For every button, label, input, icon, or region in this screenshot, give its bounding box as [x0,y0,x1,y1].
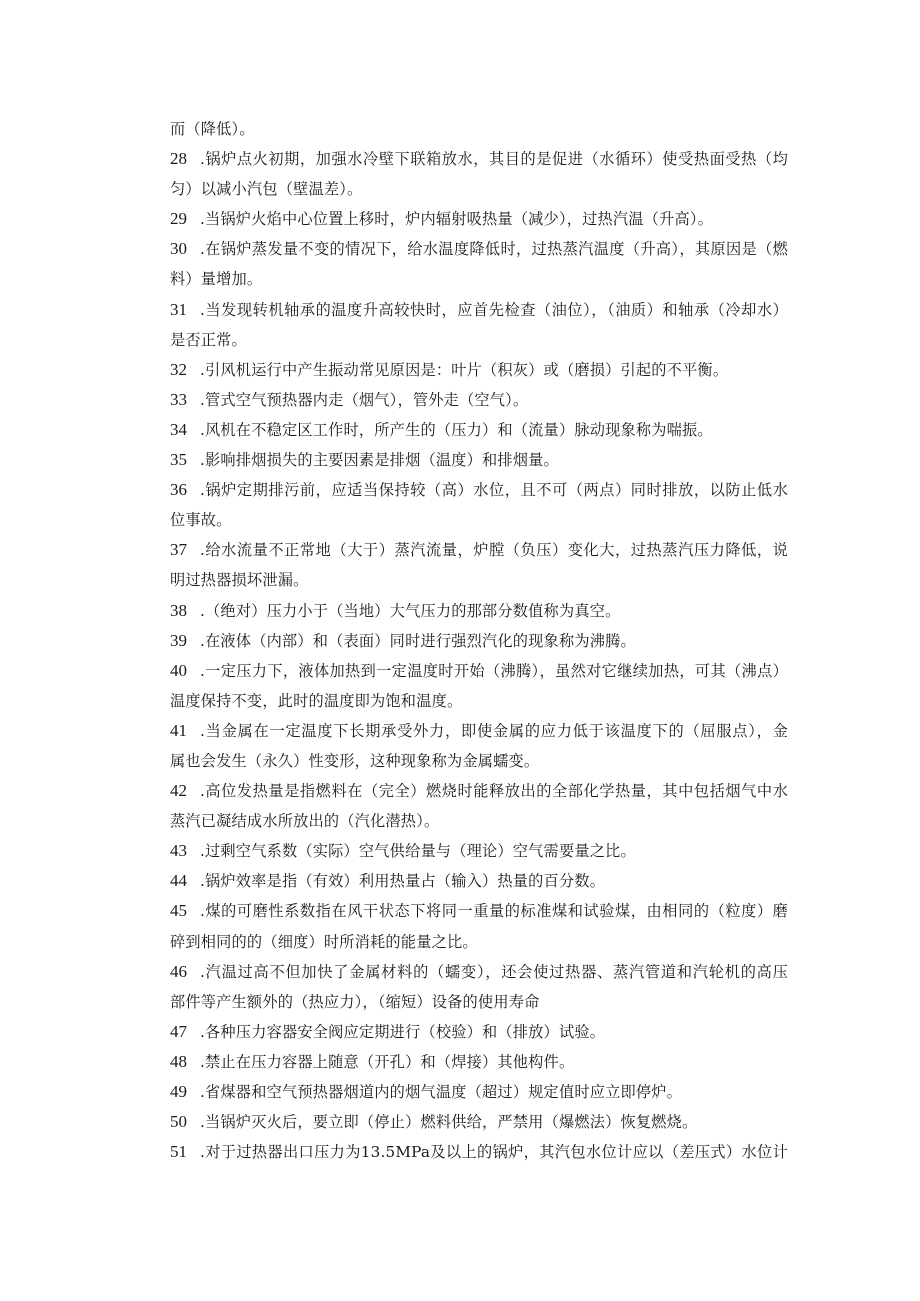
question-number: 42 [170,781,187,801]
line-text: .当金属在一定温度下长期承受外力，即使金属的应力低于该温度下的（屈服点），金 [200,721,788,740]
line-text: 明过热器损坏泄漏。 [170,571,309,590]
line-text: 是否正常。 [170,330,247,349]
line-text: .一定压力下，液体加热到一定温度时开始（沸腾），虽然对它继续加热，可其（沸点） [200,661,788,680]
question-number: 50 [170,1112,187,1132]
line-text: .对于过热器出口压力为13.5MPa及以上的锅炉，其汽包水位计应以（差压式）水位计 [200,1143,788,1162]
question-line-43 [170,836,788,866]
line-text: 部件等产生额外的（热应力），（缩短）设备的使用寿命 [170,992,540,1011]
line-text: .引风机运行中产生振动常见原因是：叶片（积灰）或（磨损）引起的不平衡。 [200,360,729,379]
question-number: 34 [170,419,187,439]
question-number: 38 [170,600,187,620]
continuation-line [170,686,788,716]
line-text: .锅炉点火初期，加强水冷壁下联箱放水，其目的是促进（水循环）使受热面受热（均 [200,150,788,169]
question-line-28 [170,144,788,174]
line-text: .禁止在压力容器上随意（开孔）和（焊接）其他构件。 [200,1052,575,1071]
question-line-37 [170,535,788,565]
question-line-33 [170,385,788,415]
continuation-line [170,264,788,294]
question-number: 31 [170,299,187,319]
question-line-49 [170,1077,788,1107]
line-text: .（绝对）压力小于（当地）大气压力的那部分数值称为真空。 [200,601,621,620]
line-text: .省煤器和空气预热器烟道内的烟气温度（超过）规定值时应立即停炉。 [200,1083,683,1101]
question-line-40 [170,656,788,686]
line-text: .锅炉定期排污前，应适当保持较（高）水位，且不可（两点）同时排放，以防止低水 [200,481,788,500]
question-line-51 [170,1137,788,1167]
line-text: .当锅炉灭火后，要立即（停止）燃料供给，严禁用（爆燃法）恢复燃烧。 [200,1113,698,1132]
question-line-47 [170,1017,788,1047]
line-text: .过剩空气系数（实际）空气供给量与（理论）空气需要量之比。 [200,842,636,861]
question-number: 40 [170,660,187,680]
question-line-36 [170,475,788,505]
line-text: .汽温过高不但加快了金属材料的（蠕变），还会使过热器、蒸汽管道和汽轮机的高压 [200,962,788,981]
question-number: 37 [170,540,187,560]
line-text: 属也会发生（永久）性变形，这种现象称为金属蠕变。 [170,751,540,770]
question-line-41 [170,716,788,746]
question-line-29 [170,204,788,234]
line-text: .当锅炉火焰中心位置上移时，炉内辐射吸热量（减少），过热汽温（升高）。 [200,210,714,229]
question-number: 33 [170,389,187,409]
question-line-39 [170,626,788,656]
question-line-38 [170,596,788,626]
line-text: 蒸汽已凝结成水所放出的（汽化潜热）。 [170,812,440,831]
line-text: .风机在不稳定区工作时，所产生的（压力）和（流量）脉动现象称为喘振。 [200,420,713,439]
continuation-line [170,806,788,836]
line-text: 位事故。 [170,511,232,530]
question-number: 51 [170,1142,187,1162]
line-text: 碎到相同的的（细度）时所消耗的能量之比。 [170,932,478,951]
question-number: 39 [170,630,187,650]
continuation-line [170,114,788,144]
question-line-45 [170,896,788,926]
line-text: .在液体（内部）和（表面）同时进行强烈汽化的现象称为沸腾。 [200,631,636,650]
line-text: .各种压力容器安全阀应定期进行（校验）和（排放）试验。 [200,1022,606,1041]
line-text: 料）量增加。 [170,270,263,289]
question-line-42 [170,776,788,806]
question-line-46 [170,957,788,987]
question-number: 35 [170,450,187,470]
line-text: .当发现转机轴承的温度升高较快时，应首先检查（油位），（油质）和轴承（冷却水） [200,300,788,319]
continuation-line [170,325,788,355]
question-number: 28 [170,149,187,169]
line-text: .给水流量不正常地（大于）蒸汽流量，炉膛（负压）变化大，过热蒸汽压力降低，说 [200,541,788,560]
question-number: 29 [170,209,187,229]
question-number: 41 [170,720,187,740]
question-number: 44 [170,871,187,891]
question-line-30 [170,234,788,264]
continuation-line [170,565,788,595]
question-number: 43 [170,841,187,861]
continuation-line [170,746,788,776]
line-text: 温度保持不变，此时的温度即为饱和温度。 [170,691,463,710]
question-number: 45 [170,901,187,921]
question-line-34 [170,415,788,445]
question-number: 32 [170,359,187,379]
question-line-32 [170,355,788,385]
line-text: .影响排烟损失的主要因素是排烟（温度）和排烟量。 [200,451,559,470]
continuation-line [170,505,788,535]
document-page [170,114,788,1167]
question-line-44 [170,866,788,896]
line-text: .煤的可磨性系数指在风干状态下将同一重量的标准煤和试验煤，由相同的（粒度）磨 [200,902,788,921]
continuation-line [170,174,788,204]
continuation-line [170,927,788,957]
question-number: 46 [170,961,187,981]
question-line-35 [170,445,788,475]
line-text: .在锅炉蒸发量不变的情况下，给水温度降低时，过热蒸汽温度（升高），其原因是（燃 [200,240,788,259]
line-text: 而（降低）。 [170,120,255,138]
line-text: .锅炉效率是指（有效）利用热量占（输入）热量的百分数。 [200,872,606,891]
question-number: 48 [170,1051,187,1071]
continuation-line [170,987,788,1017]
question-number: 36 [170,480,187,500]
line-text: .高位发热量是指燃料在（完全）燃烧时能释放出的全部化学热量，其中包括烟气中水 [200,782,788,801]
question-line-50 [170,1107,788,1137]
line-text: .管式空气预热器内走（烟气），管外走（空气）。 [200,390,529,409]
question-number: 47 [170,1021,187,1041]
line-text: 匀）以减小汽包（壁温差）。 [170,180,363,199]
question-line-48 [170,1047,788,1077]
question-line-31 [170,295,788,325]
question-number: 30 [170,239,187,259]
question-number: 49 [170,1082,187,1101]
